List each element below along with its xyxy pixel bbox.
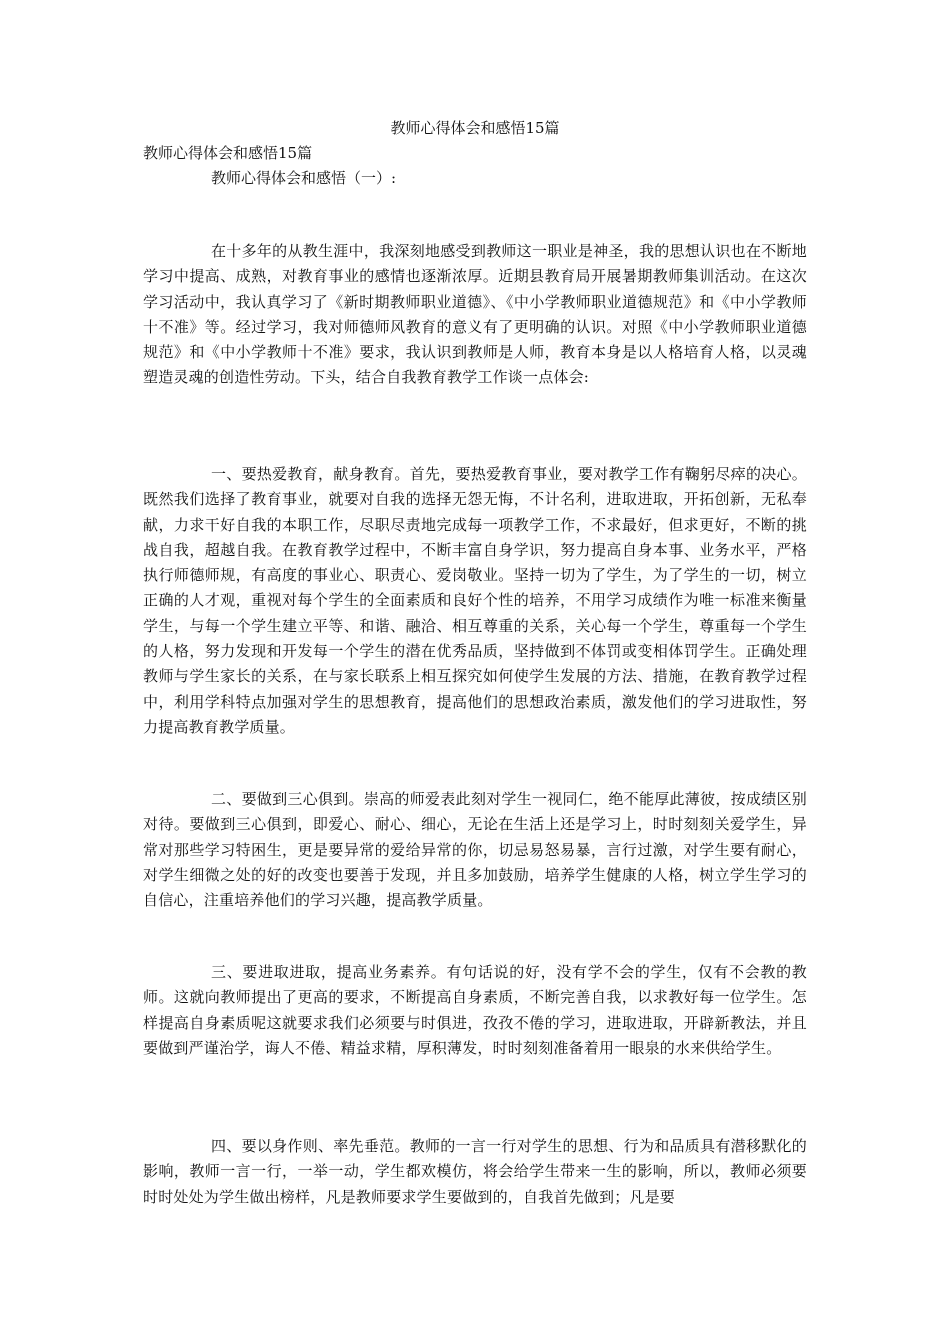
paragraph-point-1: 一、要热爱教育，献身教育。首先，要热爱教育事业，要对教学工作有鞠躬尽瘁的决心。既然我们选择了教育事业，就要对自我的选择无怨无悔，不计名利，进取进取，开拓创新，无私奉献，力求干好自我的本职工作，尽职尽责地完成每一项教学工作，不求最好，但求更好，不断的挑战自我，超越自我。在教育教学过程中，不断丰富自身学识，努力提高自身本事、业务水平，严格执行师德师规，有高度的事业心、职责心、爱岗敬业。坚持一切为了学生，为了学生的一切，树立正确的人才观，重视对每个学生的全面素质和良好个性的培养，不用学习成绩作为唯一标准来衡量学生，与每一个学生建立平等、和谐、融洽、相互尊重的关系，关心每一个学生，尊重每一个学生的人格，努力发现和开发每一个学生的潜在优秀品质，坚持做到不体罚或变相体罚学生。正确处理教师与学生家长的关系，在与家长联系上相互探究如何使学生发展的方法、措施，在教育教学过程中，利用学科特点加强对学生的思想教育，提高他们的思想政治素质，激发他们的学习进取性，努力提高教育教学质量。 (143, 465, 807, 736)
paragraph-point-2: 二、要做到三心俱到。崇高的师爱表此刻对学生一视同仁，绝不能厚此薄彼，按成绩区别对待。要做到三心俱到，即爱心、耐心、细心，无论在生活上还是学习上，时时刻刻关爱学生，异常对那些学习特困生，更是要异常的爱给异常的你，切忌易怒易暴，言行过激，对学生要有耐心，对学生细微之处的好的改变也要善于发现，并且多加鼓励，培养学生健康的人格，树立学生学习的自信心，注重培养他们的学习兴趣，提高教学质量。 (143, 790, 807, 910)
paragraph-intro: 在十多年的从教生涯中，我深刻地感受到教师这一职业是神圣，我的思想认识也在不断地学习中提高、成熟，对教育事业的感情也逐渐浓厚。近期县教育局开展暑期教师集训活动。在这次学习活动中，我认真学习了《新时期教师职业道德》、《中小学教师职业道德规范》和《中小学教师十不准》等。经过学习，我对师德师风教育的意义有了更明确的认识。对照《中小学教师职业道德规范》和《中小学教师十不准》要求，我认识到教师是人师，教育本身是以人格培育人格，以灵魂塑造灵魂的创造性劳动。下头，结合自我教育教学工作谈一点体会: (143, 242, 807, 387)
document-title: 教师心得体会和感悟15篇 (390, 119, 560, 137)
section-heading: 教师心得体会和感悟（一）: (211, 169, 397, 187)
paragraph-point-3: 三、要进取进取，提高业务素养。有句话说的好，没有学不会的学生，仅有不会教的教师。这就向教师提出了更高的要求，不断提高自身素质，不断完善自我，以求教好每一位学生。怎样提高自身素质呢这就要求我们必须要与时俱进，孜孜不倦的学习，进取进取，开辟新教法，并且要做到严谨治学，诲人不倦、精益求精，厚积薄发，时时刻刻准备着用一眼泉的水来供给学生。 (143, 963, 807, 1057)
paragraph-point-4: 四、要以身作则、率先垂范。教师的一言一行对学生的思想、行为和品质具有潜移默化的影响，教师一言一行，一举一动，学生都欢模仿，将会给学生带来一生的影响，所以，教师必须要时时处处为学生做出榜样，凡是教师要求学生要做到的，自我首先做到；凡是要 (143, 1137, 807, 1206)
document-subtitle: 教师心得体会和感悟15篇 (143, 144, 313, 162)
